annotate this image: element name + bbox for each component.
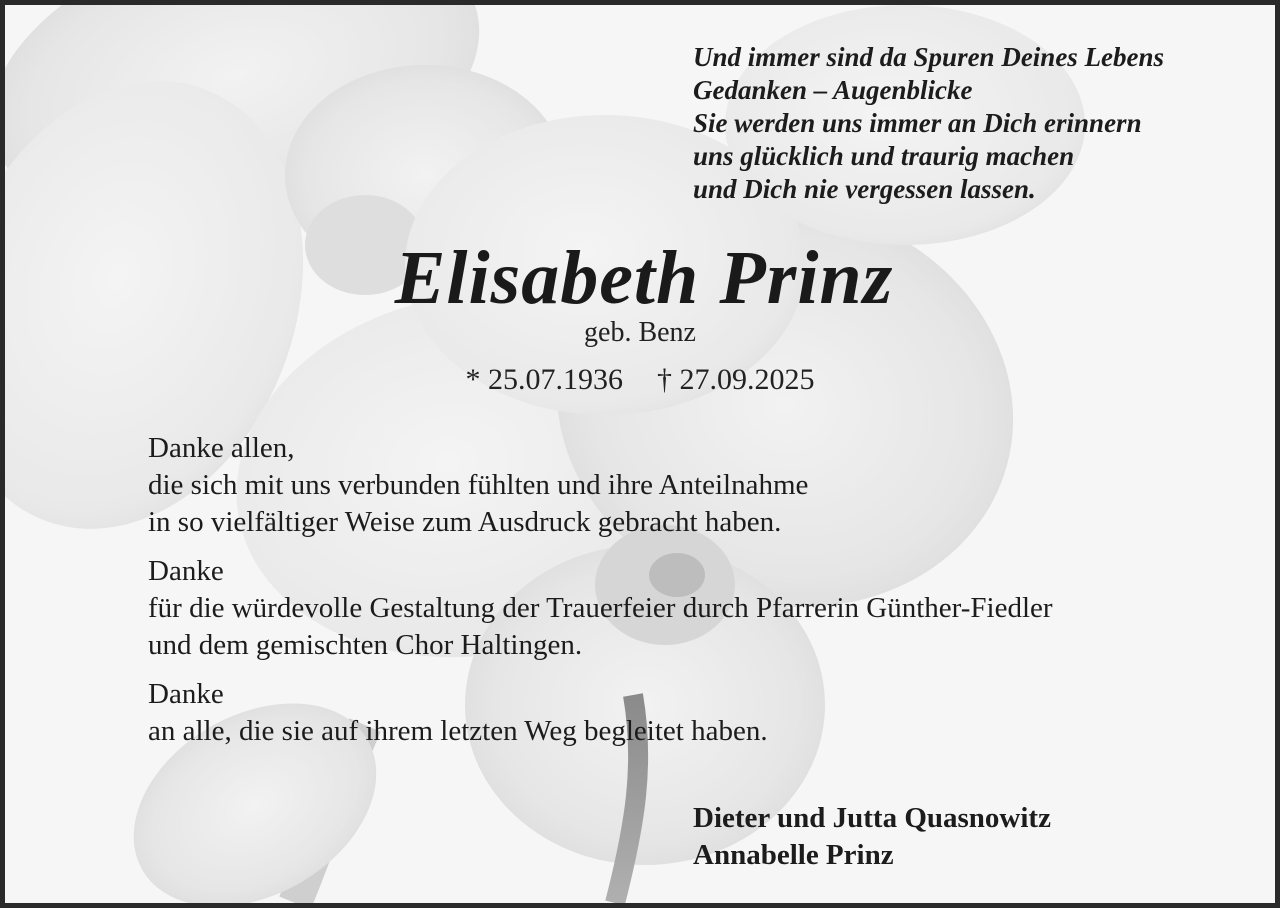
signature-line: Annabelle Prinz [693,839,894,871]
poem-line: uns glücklich und traurig machen [693,141,1075,171]
poem-line: Sie werden uns immer an Dich erinnern [693,108,1142,138]
thanks-line: Danke [148,678,224,710]
maiden-name: geb. Benz [584,317,696,348]
signature-line: Dieter und Jutta Quasnowitz [693,802,1051,834]
thanks-line: an alle, die sie auf ihrem letzten Weg begleitet haben. [148,715,768,747]
thanks-line: und dem gemischten Chor Haltingen. [148,629,583,661]
family-signature [693,800,1051,874]
thanks-line: die sich mit uns verbunden fühlten und ihre Anteilnahme [148,469,809,501]
thanks-paragraph [148,676,1053,750]
thanks-paragraph [148,553,1053,664]
deceased-name: Elisabeth Prinz [394,236,894,320]
memorial-poem [693,41,1164,206]
thanks-text [148,430,1053,762]
thanks-line: in so vielfältiger Weise zum Ausdruck gebracht haben. [148,506,782,538]
poem-line: Und immer sind da Spuren Deines Lebens [693,42,1165,72]
birth-date: * 25.07.1936 [465,363,623,396]
thanks-line: für die würdevolle Gestaltung der Trauerfeier durch Pfarrerin Günther-Fiedler [148,592,1053,624]
death-date: † 27.09.2025 [657,363,815,396]
life-dates [5,363,1275,397]
poem-line: und Dich nie vergessen lassen. [693,174,1036,204]
thanks-line: Danke allen, [148,432,295,464]
thanks-paragraph [148,430,1053,541]
poem-line: Gedanken – Augenblicke [693,75,973,105]
thanks-line: Danke [148,555,224,587]
